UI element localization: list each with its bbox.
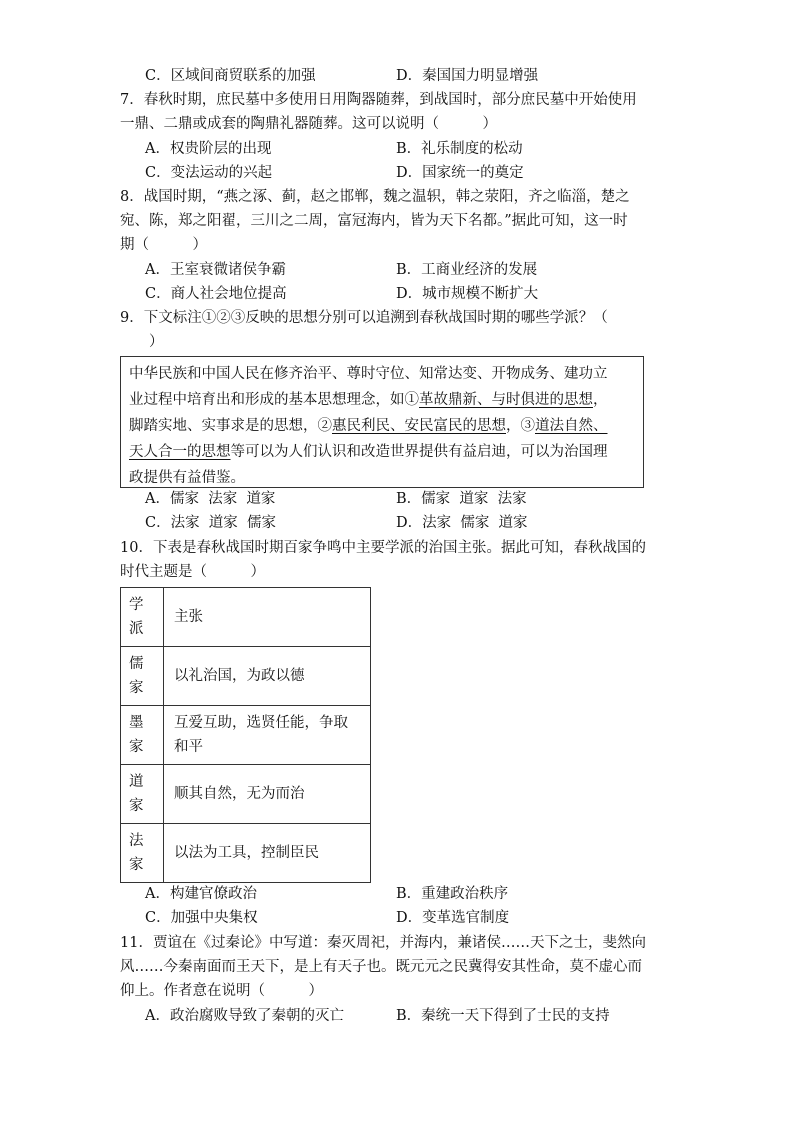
- q9-stem-line2: ）: [120, 334, 164, 350]
- q11-option-b: B．秦统一天下得到了士民的支持: [396, 1008, 610, 1024]
- q8-stem-line1: 8．战国时期，“燕之涿、蓟，赵之邯郸，魏之温轵，韩之荥阳，齐之临淄，楚之: [120, 189, 630, 205]
- table-header-row: [121, 588, 371, 647]
- cell-text: 道: [129, 774, 144, 790]
- q11-stem-line3: 仰上。作者意在说明（ ）: [120, 983, 323, 999]
- q10-option-a: A．构建官僚政治: [145, 886, 257, 902]
- cell-text: 家: [129, 739, 144, 755]
- quote-text: ，③: [506, 418, 535, 434]
- quote-line5: 政提供有益借鉴。: [129, 470, 245, 486]
- q9-option-d: D．法家 儒家 道家: [396, 515, 528, 531]
- quote-text: 等可以为人们认识和改造世界提供有益启迪，可以为治国理: [230, 444, 608, 460]
- table-cell-school: [121, 647, 164, 706]
- q10-option-d: D．变革选官制度: [396, 910, 510, 926]
- table-header-school: [121, 588, 164, 647]
- q7-option-c: C．变法运动的兴起: [145, 165, 273, 181]
- table-cell-school: [121, 706, 164, 765]
- cell-text: 派: [129, 621, 144, 637]
- table-cell-proposal: 以礼治国，为政以德: [164, 647, 371, 706]
- table-cell-school: [121, 824, 164, 883]
- q8-option-c: C．商人社会地位提高: [145, 286, 287, 302]
- q8-option-d: D．城市规模不断扩大: [396, 286, 539, 302]
- cell-text: 学: [129, 597, 144, 613]
- q11-stem-line2: 风……今秦南面而王天下，是上有天子也。既元元之民冀得安其性命，莫不虚心而: [120, 959, 642, 975]
- q10-stem-line1: 10．下表是春秋战国时期百家争鸣中主要学派的治国主张。据此可知，春秋战国的: [120, 540, 646, 556]
- schools-table: [120, 587, 371, 883]
- underlined-phrase-3a: 道法自然、: [535, 418, 608, 434]
- cell-text: 家: [129, 680, 144, 696]
- q6-option-c: C．区域间商贸联系的加强: [145, 68, 316, 84]
- cell-text: 墨: [129, 715, 144, 731]
- quote-text: 业过程中培育出和形成的基本思想理念，如①: [129, 392, 419, 408]
- q11-stem-line1: 11．贾谊在《过秦论》中写道：秦灭周祀，并海内，兼诸侯……天下之士，斐然向: [120, 935, 646, 951]
- table-cell-proposal: 顺其自然，无为而治: [164, 765, 371, 824]
- quote-line3: [129, 413, 635, 439]
- cell-text: 和平: [174, 739, 203, 755]
- table-row: [121, 647, 371, 706]
- q8-option-a: A．王室衰微诸侯争霸: [145, 262, 286, 278]
- q8-option-b: B．工商业经济的发展: [396, 262, 538, 278]
- underlined-phrase-2: 惠民利民、安民富民的思想: [332, 418, 506, 434]
- cell-text: 法: [129, 833, 144, 849]
- q9-option-c: C．法家 道家 儒家: [145, 515, 277, 531]
- table-row: [121, 824, 371, 883]
- q10-option-b: B．重建政治秩序: [396, 886, 509, 902]
- cell-text: 儒: [129, 656, 144, 672]
- q8-stem-line3: 期（ ）: [120, 237, 207, 253]
- q9-option-b: B．儒家 道家 法家: [396, 491, 527, 507]
- quote-line4: [129, 439, 635, 465]
- q7-stem-line1: 7．春秋时期，庶民墓中多使用日用陶器随葬，到战国时，部分庶民墓中开始使用: [120, 92, 637, 108]
- q7-option-a: A．权贵阶层的出现: [145, 141, 272, 157]
- q9-option-a: A．儒家 法家 道家: [145, 491, 276, 507]
- underlined-phrase-1: 革故鼎新、与时俱进的思想: [419, 392, 593, 408]
- quote-line2: [129, 387, 635, 413]
- table-cell-proposal: 以法为工具，控制臣民: [164, 824, 371, 883]
- q9-stem-line1: 9．下文标注①②③反映的思想分别可以追溯到春秋战国时期的哪些学派？（: [120, 310, 608, 326]
- q10-stem-line2: 时代主题是（ ）: [120, 564, 265, 580]
- cell-text: 家: [129, 857, 144, 873]
- q10-option-c: C．加强中央集权: [145, 910, 258, 926]
- q9-quote-box: [120, 356, 644, 488]
- underlined-phrase-3b: 天人合一的思想: [129, 444, 231, 460]
- q7-stem-line2: 一鼎、二鼎或成套的陶鼎礼器随葬。这可以说明（ ）: [120, 116, 497, 132]
- table-header-proposal: 主张: [164, 588, 371, 647]
- q6-option-d: D．秦国国力明显增强: [396, 68, 539, 84]
- cell-text: 家: [129, 798, 144, 814]
- q11-option-a: A．政治腐败导致了秦朝的灭亡: [145, 1008, 344, 1024]
- quote-text: ，: [593, 392, 608, 408]
- quote-line1: 中华民族和中国人民在修齐治平、尊时守位、知常达变、开物成务、建功立: [129, 366, 608, 382]
- q8-stem-line2: 宛、陈，郑之阳翟，三川之二周，富冠海内，皆为天下名都。”据此可知，这一时: [120, 213, 628, 229]
- table-row: [121, 706, 371, 765]
- quote-text: 脚踏实地、实事求是的思想，②: [129, 418, 332, 434]
- cell-text: 互爱互助，选贤任能，争取: [174, 715, 348, 731]
- table-row: [121, 765, 371, 824]
- table-cell-school: [121, 765, 164, 824]
- q7-option-b: B．礼乐制度的松动: [396, 141, 523, 157]
- q7-option-d: D．国家统一的奠定: [396, 165, 524, 181]
- table-cell-proposal: [164, 706, 371, 765]
